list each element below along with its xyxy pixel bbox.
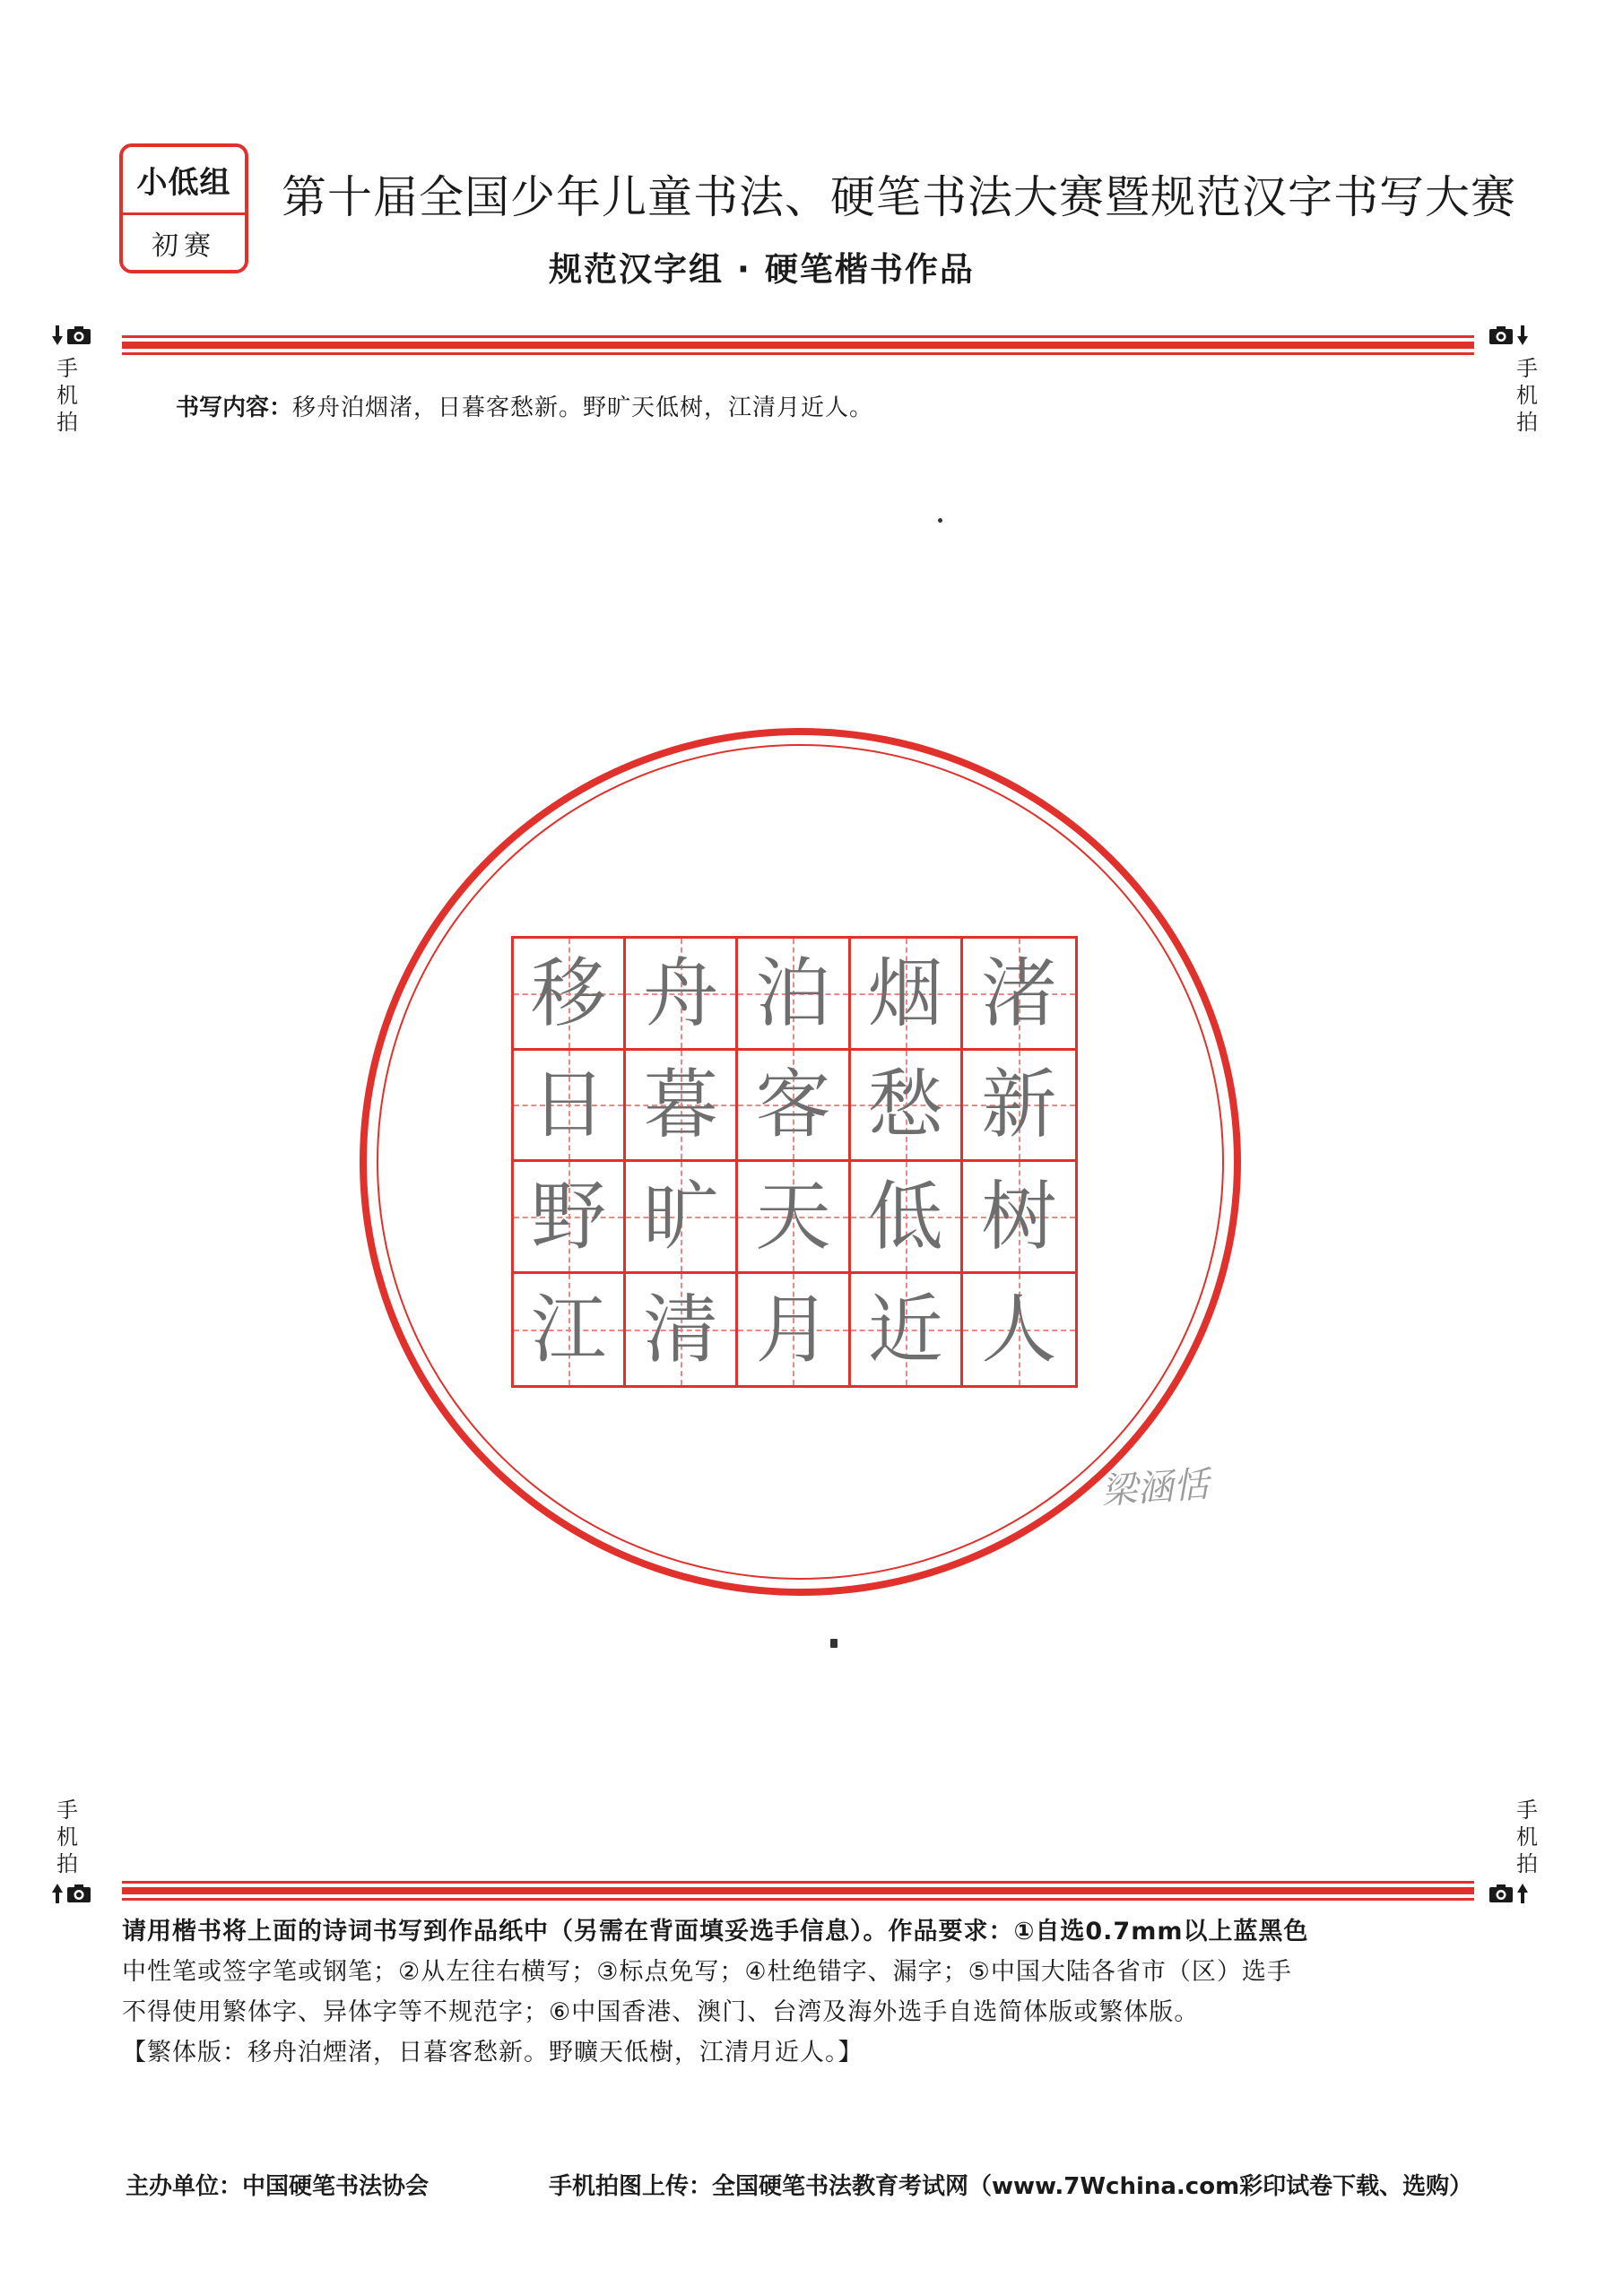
handwritten-character: 暮 (643, 1061, 719, 1149)
grid-cell (851, 1051, 963, 1163)
writing-content (176, 389, 873, 422)
handwritten-character: 野 (531, 1172, 607, 1261)
arrow-down-icon (1517, 325, 1528, 345)
page-title: 第十届全国少年儿童书法、硬笔书法大赛暨规范汉字书写大赛 (282, 171, 1516, 223)
grid-cell (626, 1051, 738, 1163)
grid-cell (514, 939, 626, 1051)
grid-cell (626, 1162, 738, 1274)
handwritten-character: 人 (981, 1285, 1057, 1373)
grid-cell (514, 1274, 626, 1386)
top-red-band (122, 335, 1474, 355)
grid-cell (963, 1162, 1075, 1274)
page-subtitle: 规范汉字组 · 硬笔楷书作品 (549, 250, 975, 289)
group-badge (119, 143, 248, 273)
handwritten-character: 渚 (981, 949, 1057, 1037)
grid-cell (514, 1051, 626, 1163)
bottom-right-photo-mark (1488, 1881, 1530, 1906)
right-bottom-photo-label: 手机拍 (1516, 1798, 1538, 1876)
handwritten-character: 愁 (867, 1061, 943, 1149)
grid-cell (963, 1274, 1075, 1386)
scan-speck (938, 518, 942, 523)
instructions-line-1: 请用楷书将上面的诗词书写到作品纸中（另需在背面填妥选手信息）。作品要求：①自选0.7mm以上蓝黑色 (122, 1918, 1309, 1945)
instructions-line-3: 不得使用繁体字、异体字等不规范字；⑥中国香港、澳门、台湾及海外选手自选简体版或繁体版。 (122, 1998, 1200, 2026)
arrow-up-icon (1517, 1884, 1528, 1903)
top-left-photo-mark (52, 323, 93, 348)
writing-grid (511, 936, 1078, 1388)
scan-speck (830, 1639, 838, 1648)
handwritten-character: 泊 (755, 949, 831, 1037)
footer-upload-info: 手机拍图上传：全国硬笔书法教育考试网（www.7Wchina.com彩印试卷下载、选购） (549, 2173, 1473, 2200)
handwritten-character: 天 (755, 1172, 831, 1261)
handwritten-character: 近 (867, 1285, 943, 1373)
grid-cell (851, 939, 963, 1051)
camera-icon (1488, 325, 1514, 345)
handwritten-character: 新 (981, 1061, 1057, 1149)
handwritten-character: 烟 (867, 949, 943, 1037)
handwritten-character: 月 (755, 1285, 831, 1373)
writing-content-label: 书写内容： (176, 394, 293, 421)
left-bottom-photo-label: 手机拍 (56, 1798, 78, 1876)
arrow-down-icon (52, 325, 63, 345)
writing-content-text: 移舟泊烟渚，日暮客愁新。野旷天低树，江清月近人。 (292, 394, 874, 421)
handwritten-character: 树 (981, 1172, 1057, 1261)
signature: 梁涵恬 (1099, 1463, 1211, 1513)
bottom-left-photo-mark (52, 1881, 93, 1906)
handwritten-character: 舟 (643, 949, 719, 1037)
right-top-photo-label: 手机拍 (1516, 356, 1538, 435)
arrow-up-icon (52, 1884, 63, 1903)
badge-group-label: 小低组 (123, 147, 245, 215)
handwritten-character: 移 (531, 949, 607, 1037)
handwritten-character: 江 (531, 1285, 607, 1373)
bottom-red-band (122, 1881, 1474, 1901)
handwritten-character: 日 (531, 1061, 607, 1149)
grid-cell (626, 939, 738, 1051)
camera-icon (66, 325, 91, 345)
grid-cell (963, 939, 1075, 1051)
badge-round-label: 初赛 (152, 230, 216, 262)
instructions (122, 1911, 1485, 2073)
handwritten-character: 低 (867, 1172, 943, 1261)
handwritten-character: 客 (755, 1061, 831, 1149)
camera-icon (66, 1884, 91, 1903)
footer-organizer: 主办单位：中国硬笔书法协会 (126, 2173, 430, 2200)
camera-icon (1488, 1884, 1514, 1903)
grid-cell (626, 1274, 738, 1386)
left-top-photo-label: 手机拍 (56, 356, 78, 435)
grid-cell (851, 1274, 963, 1386)
grid-cell (738, 1162, 850, 1274)
instructions-line-2: 中性笔或签字笔或钢笔；②从左往右横写；③标点免写；④杜绝错字、漏字；⑤中国大陆各省市（区）选手 (122, 1958, 1292, 1986)
grid-cell (738, 939, 850, 1051)
handwritten-character: 清 (643, 1285, 719, 1373)
grid-cell (963, 1051, 1075, 1163)
grid-cell (738, 1274, 850, 1386)
handwritten-character: 旷 (643, 1172, 719, 1261)
grid-cell (738, 1051, 850, 1163)
instructions-traditional: 【繁体版：移舟泊煙渚，日暮客愁新。野曠天低樹，江清月近人。】 (122, 2039, 864, 2066)
grid-cell (514, 1162, 626, 1274)
top-right-photo-mark (1488, 323, 1530, 348)
grid-cell (851, 1162, 963, 1274)
